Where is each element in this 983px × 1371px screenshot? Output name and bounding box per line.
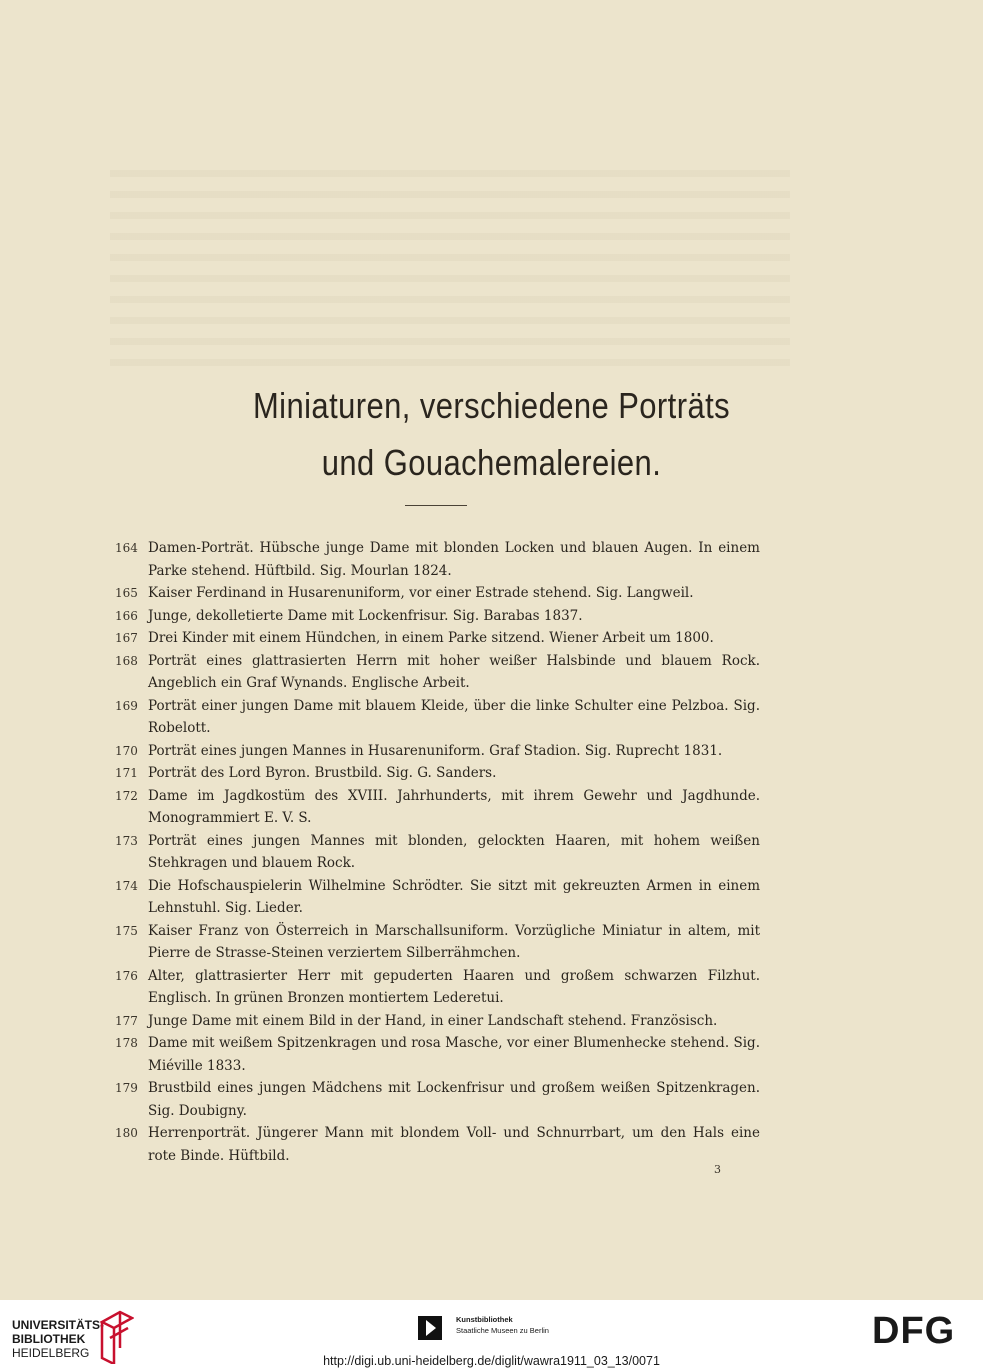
catalog-entry	[115, 830, 760, 875]
entry-text: Drei Kinder mit einem Hündchen, in einem Parke sitzend. Wiener Arbeit um 1800.	[148, 630, 714, 646]
entry-text: Herrenporträt. Jüngerer Mann mit blondem Voll- und Schnurrbart, um den Hals eine rote Binde. Hüftbild.	[148, 1125, 760, 1164]
entry-number: 164	[115, 541, 138, 555]
entry-number: 172	[115, 788, 138, 803]
entry-text: Damen-Porträt. Hübsche junge Dame mit blonden Locken und blauen Augen. In einem Parke stehend. Hüftbild. Sig. Mourlan 1824.	[148, 540, 760, 579]
catalog-entry	[115, 740, 760, 763]
entry-number: 166	[115, 608, 138, 623]
catalog-entry	[115, 1122, 760, 1167]
catalog-entry	[115, 920, 760, 965]
kb-label-line-1: Kunstbibliothek	[456, 1315, 513, 1324]
entry-number: 173	[115, 833, 138, 848]
uni-label-line-2: BIBLIOTHEK	[12, 1332, 86, 1346]
permalink-url[interactable]: http://digi.ub.uni-heidelberg.de/diglit/wawra1911_03_13/0071	[323, 1354, 660, 1368]
section-title-line-1: Miniaturen, verschiedene Porträts	[252, 385, 731, 426]
entry-text: Junge, dekolletierte Dame mit Lockenfrisur. Sig. Barabas 1837.	[148, 607, 583, 624]
catalog-entry-list	[115, 537, 760, 1167]
entry-text: Dame mit weißem Spitzenkragen und rosa Masche, vor einer Blumenhecke stehend. Sig. Miéville 1833.	[148, 1035, 760, 1074]
entry-text: Junge Dame mit einem Bild in der Hand, in einer Landschaft stehend. Französisch.	[148, 1012, 718, 1029]
entry-text: Alter, glattrasierter Herr mit gepuderten Haaren und großem schwarzen Filzhut. Englisch. In grünen Bronzen montiertem Lederetui.	[148, 967, 760, 1006]
page-number: 3	[714, 1163, 721, 1176]
uni-label-line-1: UNIVERSITÄTS-	[12, 1318, 105, 1332]
title-divider	[405, 505, 467, 506]
entry-text: Porträt eines jungen Mannes mit blonden, gelockten Haaren, mit hohem weißen Stehkragen und blauem Rock.	[148, 832, 760, 871]
catalog-entry	[115, 965, 760, 1010]
entry-text: Porträt eines glattrasierten Herrn mit hoher weißer Halsbinde und blauem Rock. Angeblich ein Graf Wynands. Englische Arbeit.	[148, 652, 760, 691]
digitization-footer	[0, 1300, 983, 1371]
entry-number: 176	[115, 968, 138, 983]
entry-number: 171	[115, 766, 138, 780]
entry-text: Porträt eines jungen Mannes in Husarenuniform. Graf Stadion. Sig. Ruprecht 1831.	[148, 742, 723, 759]
entry-text: Porträt des Lord Byron. Brustbild. Sig. G. Sanders.	[148, 765, 497, 781]
catalog-entry	[115, 875, 760, 920]
entry-text: Die Hofschauspielerin Wilhelmine Schrödter. Sie sitzt mit gekreuzten Armen in einem Lehnstuhl. Sig. Lieder.	[148, 877, 760, 916]
kunstbibliothek-label	[456, 1314, 549, 1336]
entry-number: 169	[115, 698, 138, 713]
entry-text: Porträt einer jungen Dame mit blauem Kleide, über die linke Schulter eine Pelzboa. Sig. Robelott.	[148, 697, 760, 736]
kb-label-line-2: Staatliche Museen zu Berlin	[456, 1326, 549, 1335]
entry-text: Kaiser Franz von Österreich in Marschallsuniform. Vorzügliche Miniatur in altem, mit Pierre de Strasse-Steinen verziertem Silberrähmchen.	[148, 922, 760, 961]
catalog-entry	[115, 785, 760, 830]
catalog-entry	[115, 695, 760, 740]
entry-number: 170	[115, 743, 138, 758]
entry-number: 177	[115, 1013, 138, 1028]
kunstbibliothek-logo-icon	[418, 1312, 446, 1342]
uni-label-line-3: HEIDELBERG	[12, 1346, 90, 1360]
entry-text: Kaiser Ferdinand in Husarenuniform, vor einer Estrade stehend. Sig. Langweil.	[148, 585, 694, 601]
catalog-entry	[115, 537, 760, 582]
catalog-entry	[115, 762, 760, 785]
entry-number: 168	[115, 653, 138, 668]
catalog-entry	[115, 1032, 760, 1077]
bleed-through-texture	[110, 170, 790, 370]
dfg-logo: DFG	[872, 1310, 956, 1352]
catalog-entry	[115, 650, 760, 695]
section-title-line-2: und Gouachemalereien.	[321, 442, 662, 483]
entry-number: 178	[115, 1036, 138, 1050]
catalog-entry	[115, 1077, 760, 1122]
catalog-entry	[115, 627, 760, 650]
entry-number: 175	[115, 923, 138, 938]
catalog-entry	[115, 1010, 760, 1033]
entry-number: 174	[115, 878, 138, 893]
entry-text: Dame im Jagdkostüm des XVIII. Jahrhunderts, mit ihrem Gewehr und Jagdhunde. Monogrammiert E. V. S.	[148, 787, 760, 826]
entry-number: 180	[115, 1126, 138, 1140]
catalog-entry	[115, 582, 760, 605]
entry-number: 165	[115, 586, 138, 600]
entry-number: 167	[115, 631, 138, 645]
entry-text: Brustbild eines jungen Mädchens mit Lockenfrisur und großem weißen Spitzenkragen. Sig. Doubigny.	[148, 1080, 760, 1119]
catalog-entry	[115, 605, 760, 628]
entry-number: 179	[115, 1081, 138, 1095]
